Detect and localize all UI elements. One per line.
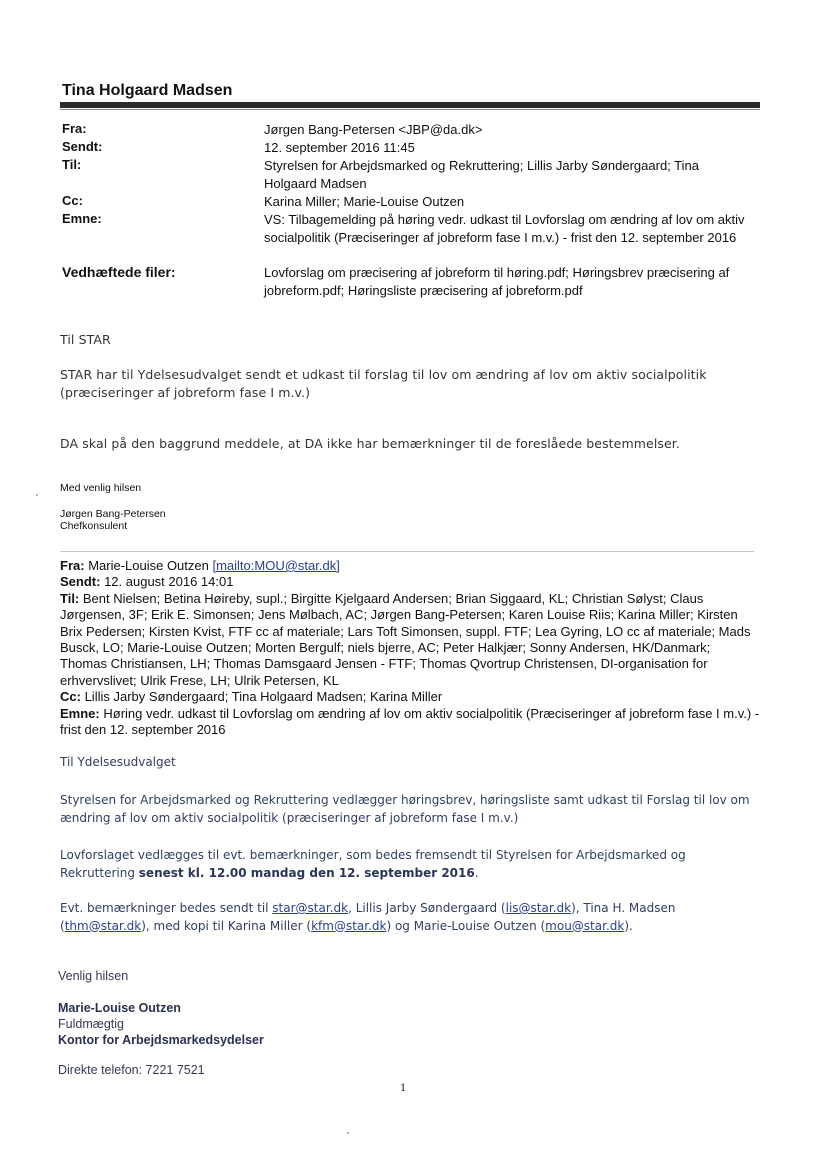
forwarded-cc-value: Lillis Jarby Søndergaard; Tina Holgaard Madsen; Karina Miller xyxy=(84,689,443,705)
original-signature-name: Marie-Louise Outzen xyxy=(58,1001,181,1015)
forwarded-cc-label: Cc: xyxy=(60,689,81,705)
message-separator xyxy=(60,551,754,552)
subject-label: Emne: xyxy=(62,211,102,226)
forwarded-to-label: Til: xyxy=(60,590,80,606)
p3-text-7: ). xyxy=(624,918,633,933)
forwarded-from-link[interactable]: [mailto:MOU@star.dk] xyxy=(212,558,340,573)
original-paragraph-2-start: Lovforslaget vedlægges til evt. bemærkninger, som bedes fremsendt til Styrelsen for Arbejdsmarked og Rekruttering xyxy=(60,848,686,880)
cc-value: Karina Miller; Marie-Louise Outzen xyxy=(264,194,465,209)
from-label: Fra: xyxy=(62,121,87,136)
original-signature-title: Fuldmægtig xyxy=(58,1017,124,1031)
email-link-lis[interactable]: lis@star.dk xyxy=(505,901,572,915)
scan-speck xyxy=(347,1132,349,1134)
forwarded-subject-value: Høring vedr. udkast til Lovforslag om ændring af lov om aktiv socialpolitik (Præciseringer af jobreform fase I m.v.) - frist den 12. september 2016 xyxy=(60,705,760,738)
forwarded-subject-line xyxy=(60,706,760,739)
reply-paragraph-1: STAR har til Ydelsesudvalget sendt et udkast til forslag til lov om ændring af lov om aktiv socialpolitik (præciseringer af jobreform fase I m.v.) xyxy=(60,367,707,400)
to-value: Styrelsen for Arbejdsmarked og Rekruttering; Lillis Jarby Søndergaard; Tina Holgaard Madsen xyxy=(264,158,699,191)
sender-name: Tina Holgaard Madsen xyxy=(62,82,233,99)
reply-signature-name: Jørgen Bang-Petersen xyxy=(60,508,166,520)
email-link-star[interactable]: star@star.dk xyxy=(272,901,349,915)
forwarded-sent-line xyxy=(60,574,760,590)
subject-value: VS: Tilbagemelding på høring vedr. udkast til Lovforslag om ændring af lov om aktiv socialpolitik (Præciseringer af jobreform fase I m.v.) - frist den 12. september 2016 xyxy=(264,212,745,245)
forwarded-header xyxy=(60,558,760,738)
sent-value: 12. september 2016 11:45 xyxy=(264,140,415,155)
forwarded-subject-label: Emne: xyxy=(60,705,100,721)
email-link-kfm[interactable]: kfm@star.dk xyxy=(311,918,387,933)
from-value: Jørgen Bang-Petersen <JBP@da.dk> xyxy=(264,122,483,137)
scan-speck xyxy=(36,494,38,496)
forwarded-sent-label: Sendt: xyxy=(60,574,101,590)
email-link-mou[interactable]: mou@star.dk xyxy=(545,918,625,933)
forwarded-from-value: Marie-Louise Outzen xyxy=(88,558,209,573)
original-paragraph-3 xyxy=(60,900,750,935)
forwarded-to-value: Bent Nielsen; Betina Høireby, supl.; Birgitte Kjelgaard Andersen; Brian Siggaard, KL; Christian Sølyst; Claus Jørgensen, 3F; Erik E. Simonsen; Jens Mølbach, AC; Jørgen Bang-Petersen; Karen Louise Riis; Karina Miller; Kirsten Brix Pedersen; Kirsten Kvist, FTF cc af materiale; Lars Toft Simonsen, suppl. FTF; Lea Gyring, LO cc af materiale; Mads Busck, LO; Marie-Louise Outzen; Morten Bergulf; niels bjerre, AC; Peter Halkjær; Sonny Andersen, HK/Danmark; Thomas Christiansen, LH; Thomas Damsgaard Jensen - FTF; Thomas Qvortrup Christensen, DI-organisation for erhvervslivet; Ulrik Frese, LH; Ulrik Petersen, KL xyxy=(60,590,751,688)
forwarded-from-label: Fra: xyxy=(60,558,85,573)
forwarded-cc-line xyxy=(60,689,760,705)
attachments-label: Vedhæftede filer: xyxy=(62,264,176,280)
original-paragraph-1: Styrelsen for Arbejdsmarked og Rekruttering vedlægger høringsbrev, høringsliste samt udkast til Forslag til lov om ændring af lov om aktiv socialpolitik (præciseringer af jobreform fase I m.v.) xyxy=(60,793,750,825)
header-rule xyxy=(60,102,760,108)
email-link-thm[interactable]: thm@star.dk xyxy=(64,918,142,933)
reply-signature-title: Chefkonsulent xyxy=(60,520,128,532)
original-closing: Venlig hilsen xyxy=(58,969,129,983)
original-paragraph-2-end: . xyxy=(474,865,479,880)
p3-text-4: ( xyxy=(60,918,65,933)
original-paragraph-2 xyxy=(60,847,760,882)
p3-text-3: ), Tina H. Madsen xyxy=(571,901,676,915)
forwarded-sent-value: 12. august 2016 14:01 xyxy=(104,574,234,590)
forwarded-from-line xyxy=(60,558,760,574)
cc-label: Cc: xyxy=(62,193,83,208)
reply-greeting: Til STAR xyxy=(60,332,111,347)
p3-text-6: ) og Marie-Louise Outzen ( xyxy=(386,918,546,933)
original-deadline: senest kl. 12.00 mandag den 12. september 2016 xyxy=(138,865,475,880)
original-signature-office: Kontor for Arbejdsmarkedsydelser xyxy=(58,1033,264,1047)
original-greeting: Til Ydelsesudvalget xyxy=(60,755,176,769)
to-label: Til: xyxy=(62,157,82,172)
page-number: 1 xyxy=(400,1080,406,1094)
forwarded-to-line xyxy=(60,591,760,689)
attachments-value: Lovforslag om præcisering af jobreform til høring.pdf; Høringsbrev præcisering af jobreform.pdf; Høringsliste præcisering af jobreform.pdf xyxy=(264,265,730,298)
original-signature-phone: Direkte telefon: 7221 7521 xyxy=(58,1063,205,1077)
header-rule-thin xyxy=(60,109,760,110)
sent-label: Sendt: xyxy=(62,139,103,154)
p3-text-1: Evt. bemærkninger bedes sendt til xyxy=(60,901,273,915)
reply-paragraph-2: DA skal på den baggrund meddele, at DA ikke har bemærkninger til de foreslåede bestemmelser. xyxy=(60,436,680,451)
p3-text-5: ), med kopi til Karina Miller ( xyxy=(141,918,312,933)
p3-text-2: , Lillis Jarby Søndergaard ( xyxy=(348,901,506,915)
reply-closing: Med venlig hilsen xyxy=(60,482,142,494)
